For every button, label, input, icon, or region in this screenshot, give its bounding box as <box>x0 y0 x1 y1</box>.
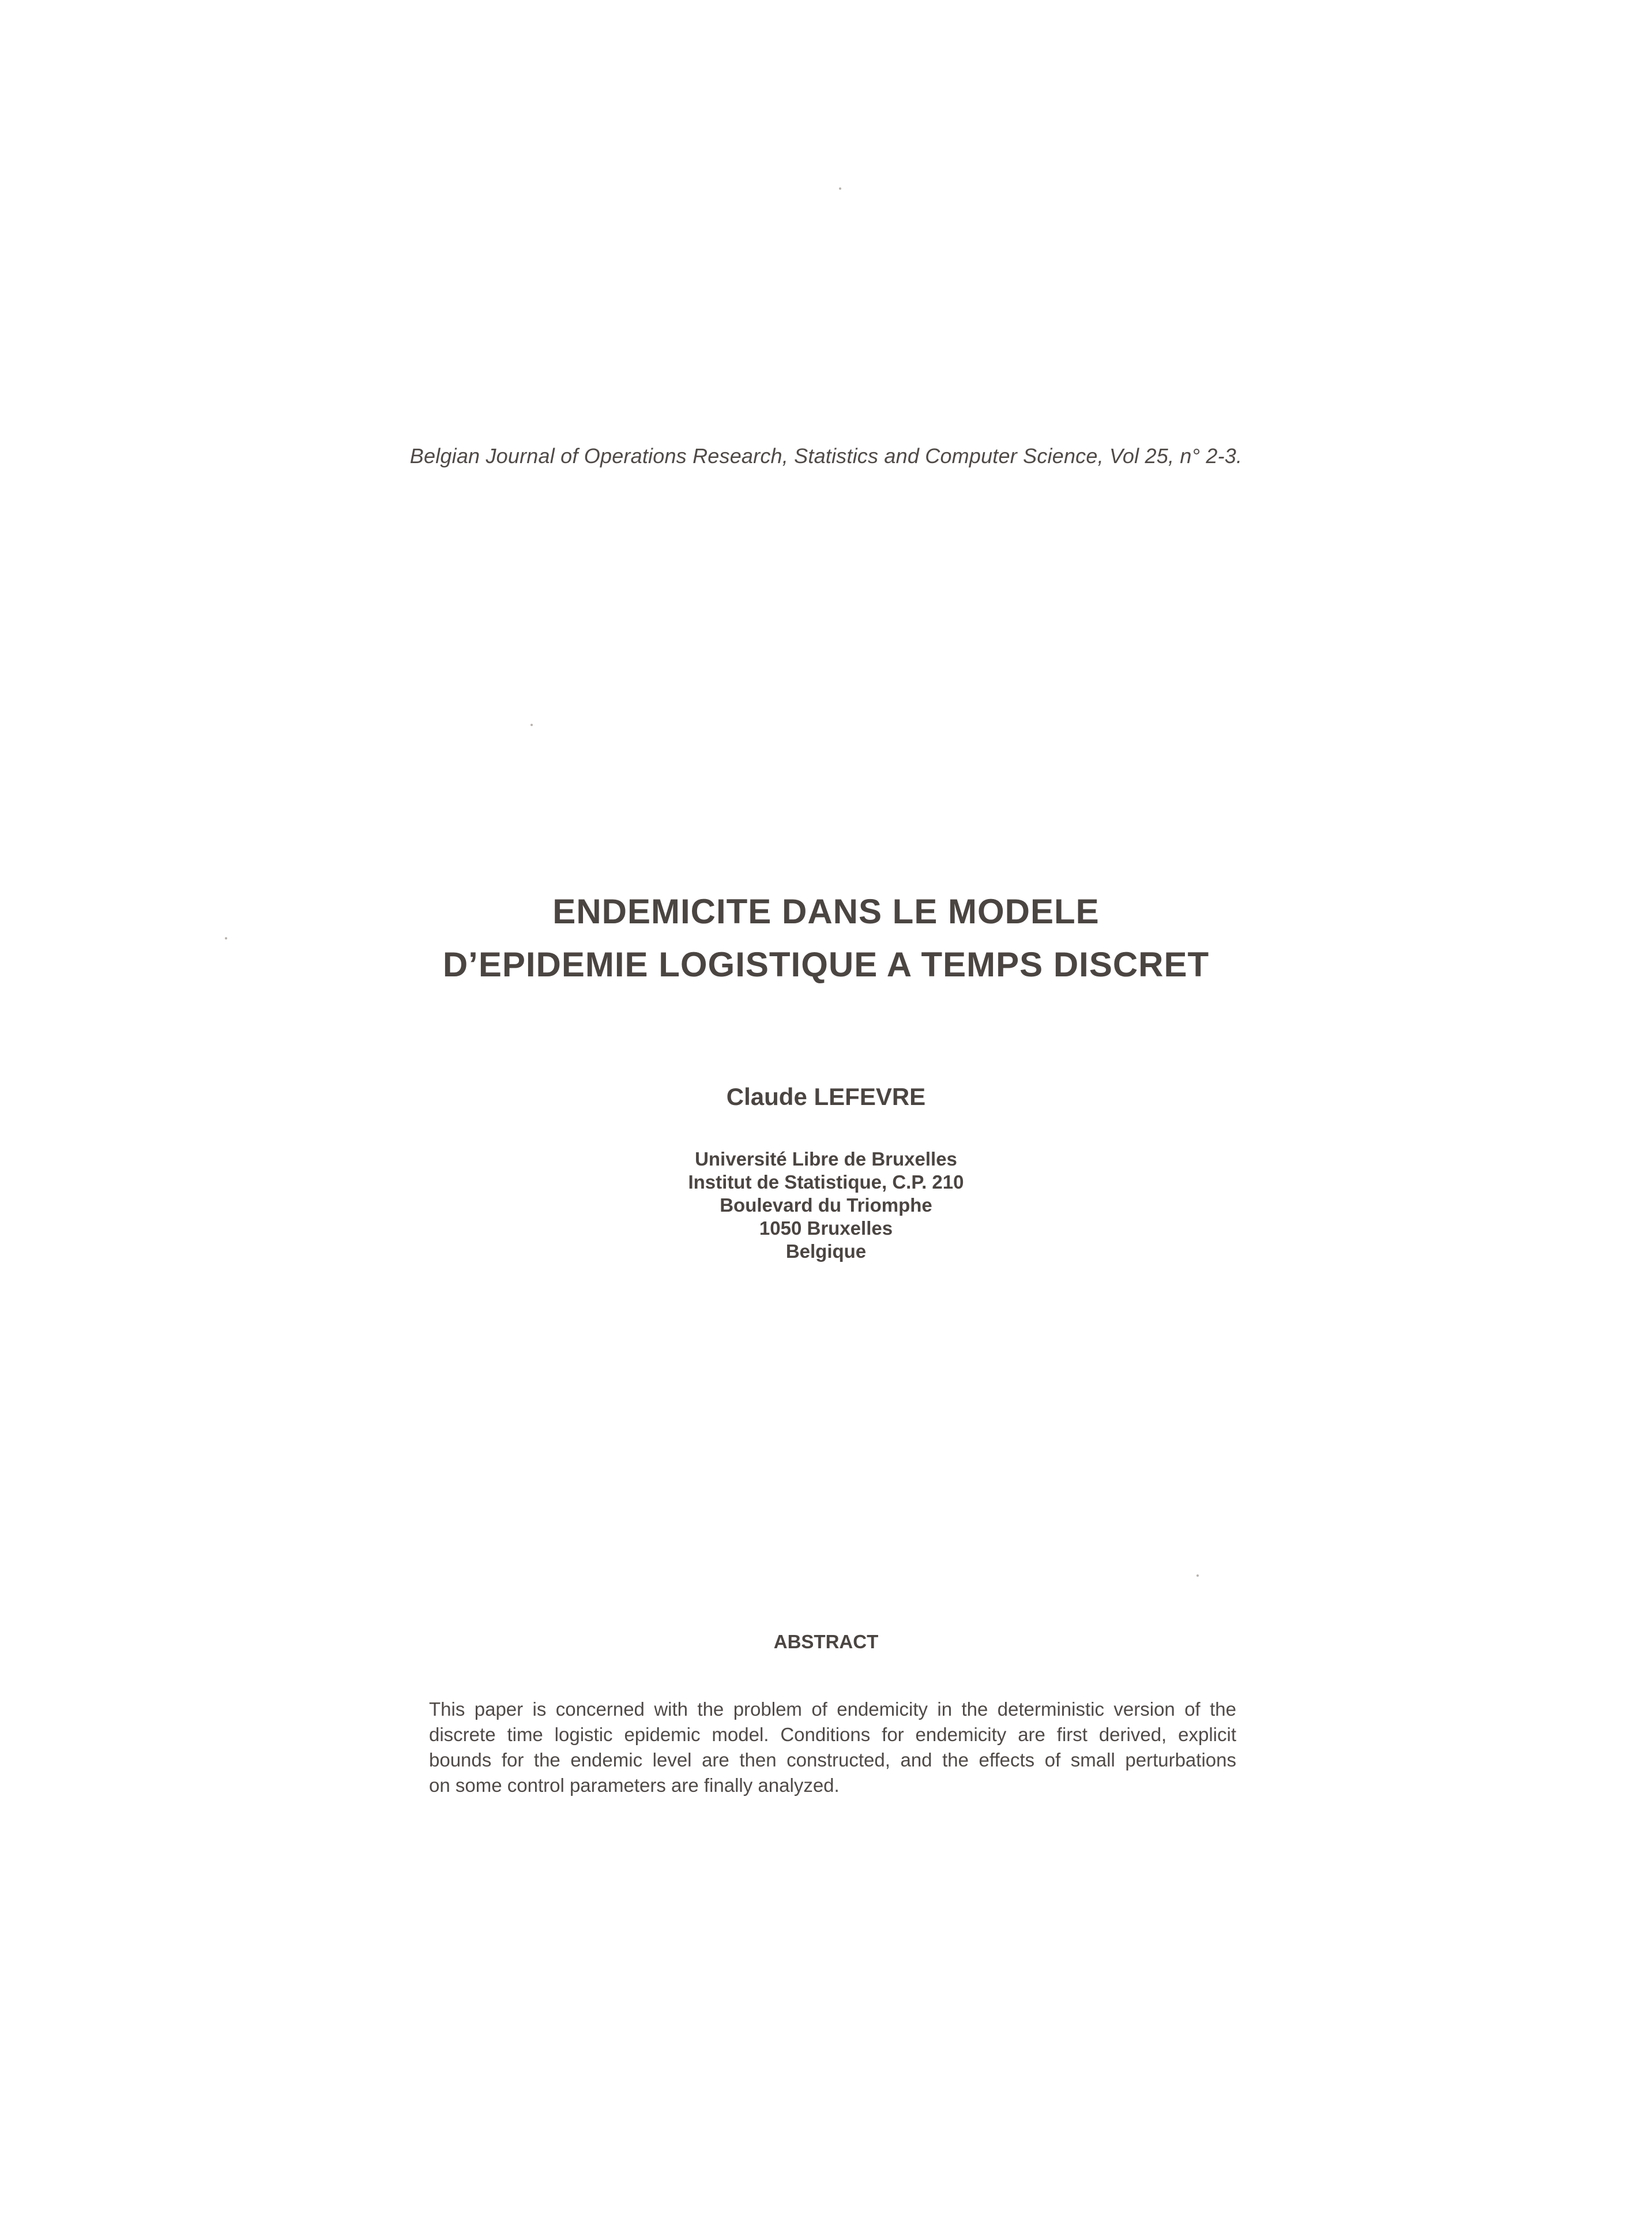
title-line-1: ENDEMICITE DANS LE MODELE <box>552 892 1100 931</box>
scan-speck <box>1196 1574 1199 1577</box>
affiliation-university: Université Libre de Bruxelles <box>695 1148 957 1170</box>
paper-title <box>0 885 1652 991</box>
affiliation-country: Belgique <box>785 1241 867 1262</box>
title-line-2: D’EPIDEMIE LOGISTIQUE A TEMPS DISCRET <box>442 945 1210 984</box>
scan-speck <box>839 187 841 190</box>
scan-speck <box>530 724 533 726</box>
abstract-line: discrete time logistic epidemic model. Conditions for endemicity are first derived, explicit <box>429 1724 1236 1745</box>
author-affiliation <box>0 1148 1652 1263</box>
affiliation-institute: Institut de Statistique, C.P. 210 <box>688 1171 964 1193</box>
abstract-line: on some control parameters are finally analyzed. <box>429 1775 840 1796</box>
journal-citation: Belgian Journal of Operations Research, Statistics and Computer Science, Vol 25, n° 2-3. <box>409 444 1243 468</box>
abstract-line: This paper is concerned with the problem of endemicity in the deterministic version of the <box>429 1698 1236 1720</box>
abstract-text <box>429 1697 1236 1798</box>
author-name: Claude LEFEVRE <box>726 1083 926 1110</box>
affiliation-city: 1050 Bruxelles <box>759 1217 893 1239</box>
abstract-heading: ABSTRACT <box>773 1631 879 1652</box>
scan-speck <box>225 937 227 939</box>
abstract-line: bounds for the endemic level are then constructed, and the effects of small perturbations <box>429 1749 1236 1771</box>
affiliation-street: Boulevard du Triomphe <box>720 1194 932 1216</box>
